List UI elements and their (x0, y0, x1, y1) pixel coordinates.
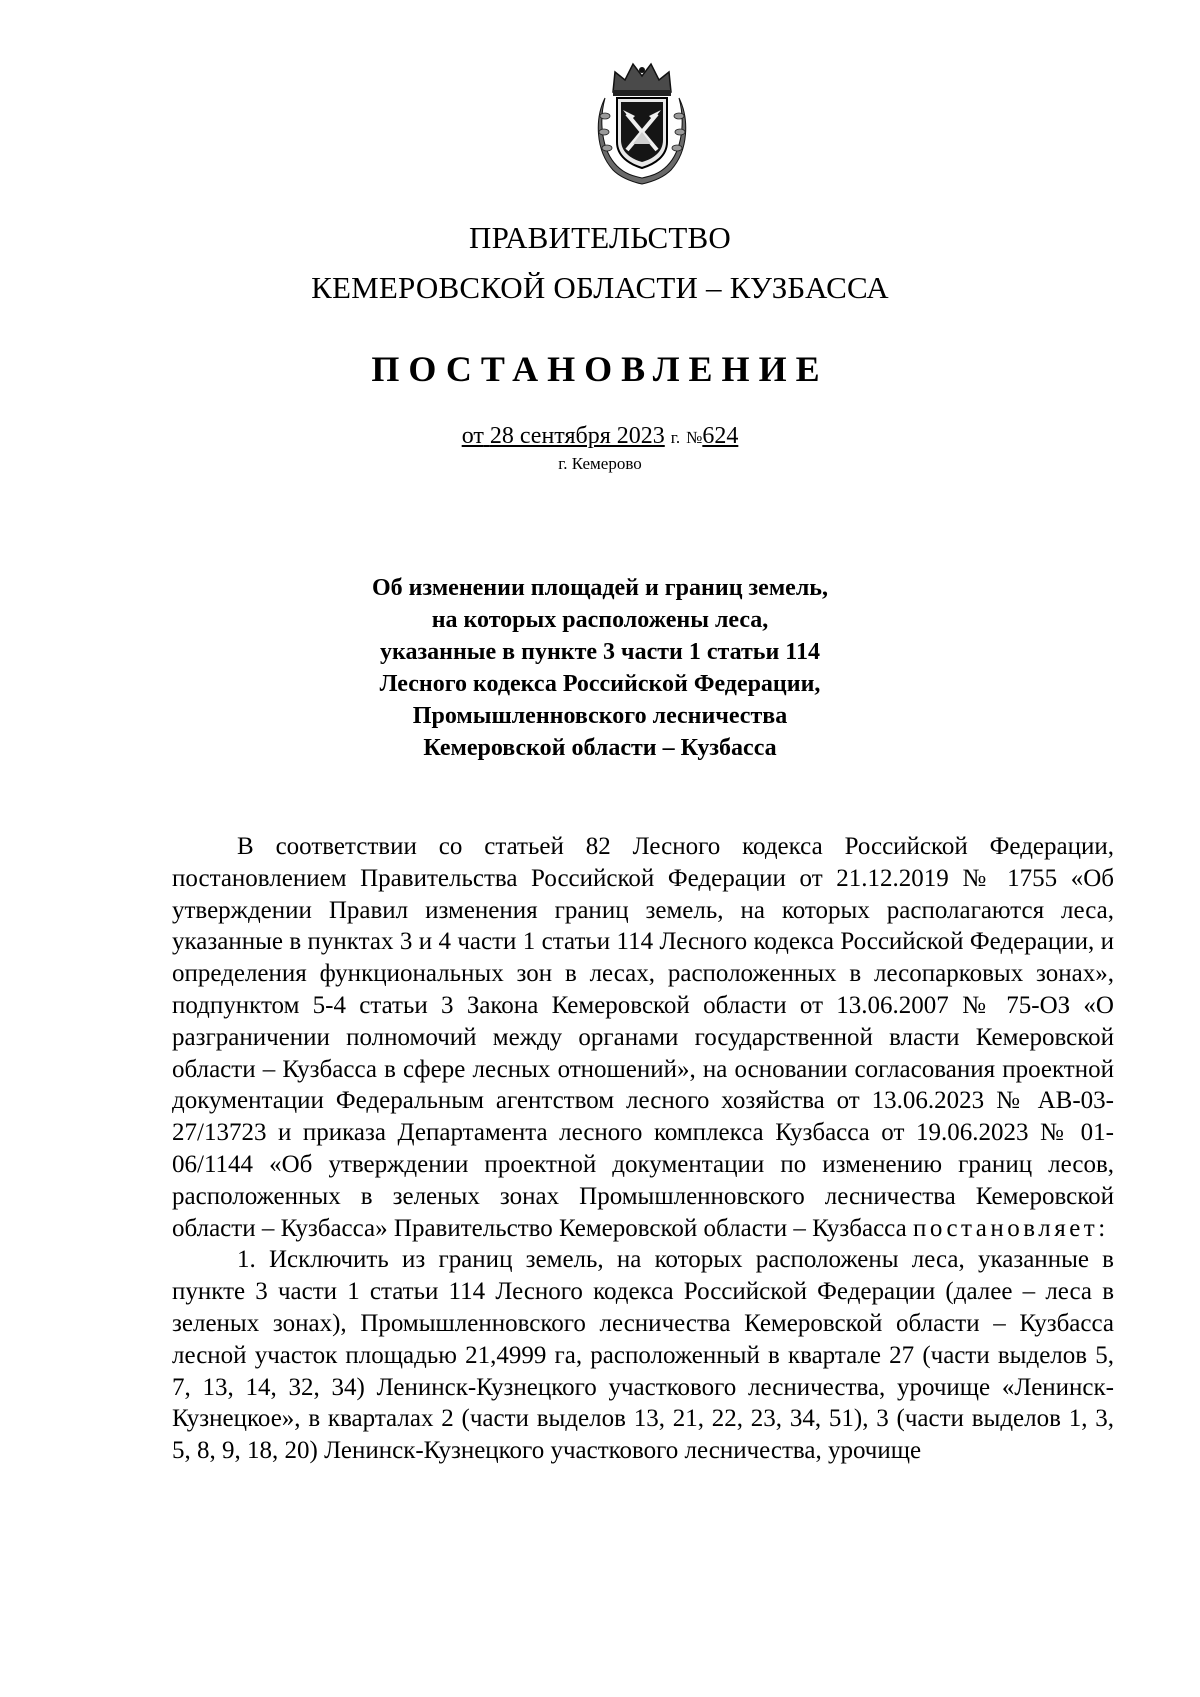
document-title (0, 572, 1200, 764)
item-1-paragraph: 1. Исключить из границ земель, на которых расположены леса, указанные в пункте 3 части 1 статьи 114 Лесного кодекса Российской Федерации (далее – леса в зеленых зонах), Промышленновского лесничества Кемеровской области – Кузбасса лесной участок площадью 21,4999 га, расположенный в квартале 27 (части выделов 5, 7, 13, 14, 32, 34) Ленинск-Кузнецкого участкового лесничества, урочище «Ленинск-Кузнецкое», в кварталах 2 (части выделов 13, 21, 22, 23, 34, 51), 3 (части выделов 1, 3, 5, 8, 9, 18, 20) Ленинск-Кузнецкого участкового лесничества, урочище (172, 1246, 1114, 1465)
government-name-line-2: КЕМЕРОВСКОЙ ОБЛАСТИ – КУЗБАССА (311, 270, 889, 305)
document-type-heading: ПОСТАНОВЛЕНИЕ (371, 349, 829, 389)
document-body (172, 831, 1114, 1467)
government-name-line-1: ПРАВИТЕЛЬСТВО (469, 220, 731, 255)
document-city: г. Кемерово (558, 454, 642, 473)
title-line: Промышленновского лесничества (412, 703, 788, 729)
coat-of-arms-icon (593, 58, 691, 186)
title-line: Кемеровской области – Кузбасса (423, 735, 777, 761)
resolves-word: постановляет (912, 1214, 1099, 1242)
preamble-paragraph (172, 831, 1114, 1244)
date-prefix: от (461, 423, 484, 449)
number-sign: № (686, 428, 703, 447)
preamble-text: В соответствии со статьей 82 Лесного кодекса Российской Федерации, постановлением Правительства Российской Федерации от 21.12.2019 № 1755 «Об утверждении Правил изменения границ земель, на которых располагаются леса, указанные в пунктах 3 и 4 части 1 статьи 114 Лесного кодекса Российской Федерации, и определения функциональных зон в лесах, расположенных в лесопарковых зонах», подпунктом 5-4 статьи 3 Закона Кемеровской области от 13.06.2007 № 75-ОЗ «О разграничении полномочий между органами государственной власти Кемеровской области – Кузбасса в сфере лесных отношений», на основании согласования проектной документации Федеральным агентством лесного хозяйства от 13.06.2023 № АВ-03-27/13723 и приказа Департамента лесного комплекса Кузбасса от 19.06.2023 № 01-06/1144 «Об утверждении проектной документации по изменению границ лесов, расположенных в зеленых зонах Промышленновского лесничества Кемеровской области – Кузбасса» Правительство Кемеровской области – Кузбасса (172, 833, 1114, 1242)
title-line: Лесного кодекса Российской Федерации, (379, 671, 821, 697)
title-line: на которых расположены леса, (431, 607, 769, 633)
resolves-colon: : (1098, 1214, 1106, 1242)
title-line: указанные в пункте 3 части 1 статьи 114 (380, 639, 820, 665)
document-date: 28 сентября 2023 (489, 423, 665, 449)
year-suffix: г. (670, 428, 681, 447)
title-line: Об изменении площадей и границ земель, (372, 575, 828, 601)
document-number: 624 (702, 423, 739, 449)
document-date-number (0, 423, 1200, 450)
